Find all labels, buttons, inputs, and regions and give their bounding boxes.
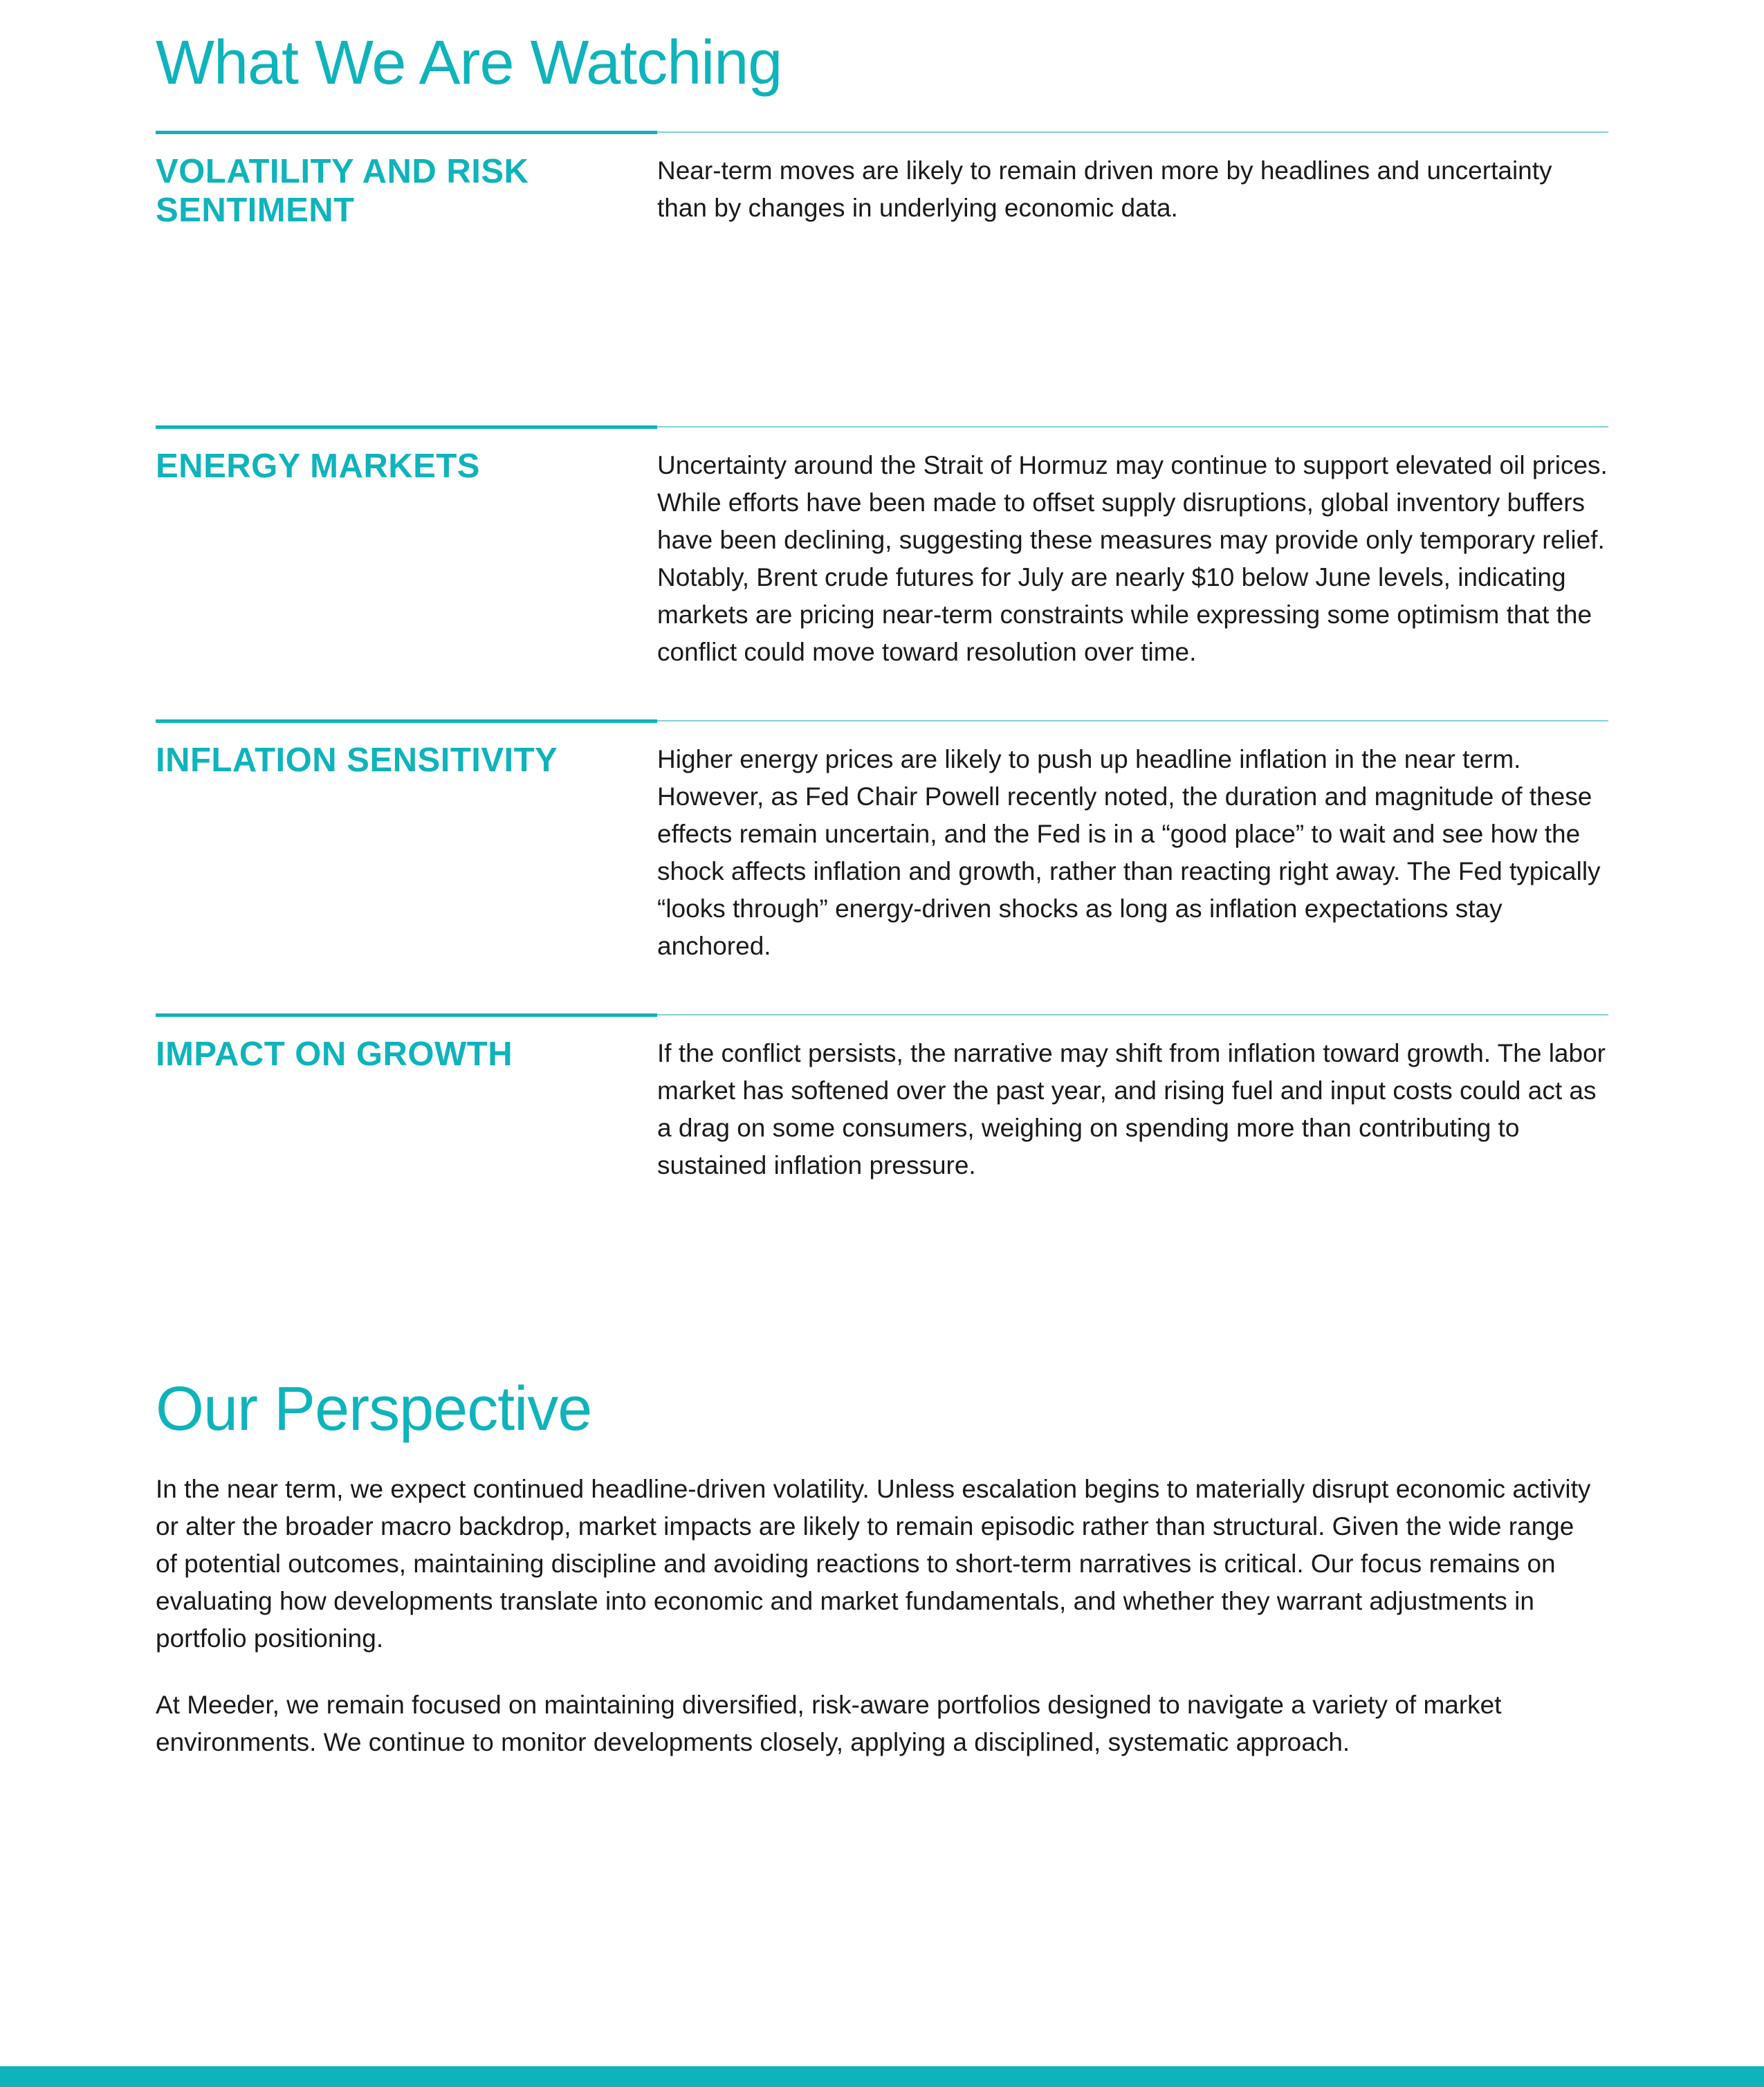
perspective-paragraph: In the near term, we expect continued headline-driven volatility. Unless escalation begins to materially disrupt economic activity or alter the broader macro backdrop, market impacts are likely to remain episodic rather than structural. Given the wide range of potential outcomes, maintaining discipline and avoiding reactions to short-term narratives is critical. Our focus remains on evaluating how developments translate into economic and market fundamentals, and whether they warrant adjustments in portfolio positioning.: [156, 1475, 1591, 1653]
footer-accent-bar: [0, 2066, 1764, 2087]
row-heading: VOLATILITY AND RISK SENTIMENT: [156, 153, 529, 229]
row-divider-accent: [156, 425, 657, 429]
section-title-our-perspective: Our Perspective: [156, 1375, 592, 1444]
row-divider-accent: [156, 719, 657, 723]
row-divider-accent: [156, 1013, 657, 1017]
row-heading: ENERGY MARKETS: [156, 448, 480, 485]
row-body: If the conflict persists, the narrative may shift from inflation toward growth. The labor market has softened over the past year, and rising fuel and input costs could act as a drag on some consumers, weighing on spending more than contributing to sustained inflation pressure.: [657, 1039, 1606, 1179]
row-body: Higher energy prices are likely to push up headline inflation in the near term. However, as Fed Chair Powell recently noted, the duration and magnitude of these effects remain uncertain, and the Fed is in a “good place” to wait and see how the shock affects inflation and growth, rather than reacting right away. The Fed typically “looks through” energy-driven shocks as long as inflation expectations stay anchored.: [657, 745, 1601, 960]
perspective-paragraph: At Meeder, we remain focused on maintaining diversified, risk-aware portfolios designed to navigate a variety of market environments. We continue to monitor developments closely, applying a disciplined, systematic approach.: [156, 1691, 1502, 1756]
row-divider-accent: [156, 131, 657, 134]
row-body: Near-term moves are likely to remain driven more by headlines and uncertainty than by changes in underlying economic data.: [657, 156, 1552, 222]
row-body: Uncertainty around the Strait of Hormuz may continue to support elevated oil prices. While efforts have been made to offset supply disruptions, global inventory buffers have been declining, suggesting these measures may provide only temporary relief. Notably, Brent crude futures for July are nearly $10 below June levels, indicating markets are pricing near-term constraints while expressing some optimism that the conflict could move toward resolution over time.: [657, 451, 1608, 666]
row-heading: IMPACT ON GROWTH: [156, 1036, 513, 1073]
section-title-what-we-are-watching: What We Are Watching: [156, 28, 782, 98]
row-heading: INFLATION SENSITIVITY: [156, 742, 558, 779]
